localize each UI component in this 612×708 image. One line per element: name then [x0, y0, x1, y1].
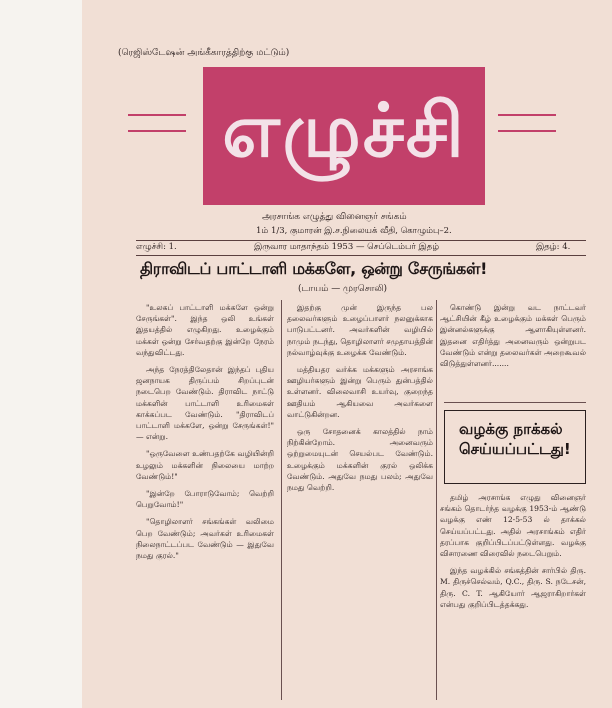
- issue-info-bar: [136, 240, 586, 256]
- article-headline: திராவிடப் பாட்டாளி மக்களே, ஒன்று சேருங்கள்!: [140, 259, 488, 278]
- masthead-rule-right-top: [498, 114, 556, 116]
- scan-margin: [0, 0, 82, 708]
- masthead-box: [203, 67, 485, 205]
- paragraph: "ஒருவேளை உண்பதற்கே வழியின்றி உழலும் மக்களின் நிலையை மாற்ற வேண்டும்!": [136, 449, 274, 481]
- volume-label: எழுச்சி: 1.: [136, 242, 177, 252]
- registration-note: (ரெஜிஸ்டேஷன் அங்கீகாரத்திற்கு மட்டும்): [118, 48, 290, 58]
- paragraph: தமிழ் அரசாங்க எழுது வினைஞர் சங்கம் தொடர்ந்த வழக்கு 1953-ம் ஆண்டு வழக்கு எண் 12-5-53 ல் தாக்கல் செய்யப்பட்டது. அதில் அரசாங்கம் எதிர் தரப்பாக குறிப்பிடப்பட்டுள்ளது. வழக்கு விசாரணை விரைவில் நடைபெறும்.: [440, 493, 586, 559]
- date-label: இருவார மாதாந்தம் 1953 — செப்டெம்பர் இதழ்: [254, 242, 440, 252]
- column-divider-2: [436, 300, 437, 700]
- paragraph: "தொழிலாளர் சங்கங்கள் வலிமை பெற வேண்டும்; அவர்கள் உரிமைகள் நிலைநாட்டப்பட வேண்டும் — இதுவே நமது குரல்.": [136, 517, 274, 561]
- organization-address: 1ம் 1/3, குமாரன் இ.ச.நிலையக் வீதி, கொழும்பு–2.: [256, 226, 452, 236]
- masthead-rule-left-top: [128, 114, 186, 116]
- masthead-title: எழுச்சி: [222, 88, 466, 174]
- masthead-rule-right-bottom: [498, 130, 556, 132]
- article-column-3-top: [440, 302, 586, 375]
- issue-label: இதழ்: 4.: [536, 242, 571, 252]
- organization-name: அரசாங்க எழுத்து வினைஞர் சங்கம்: [262, 212, 407, 222]
- column-divider-1: [281, 300, 282, 700]
- article-column-2: [287, 302, 433, 499]
- paragraph: "உலகப் பாட்டாளி மக்களே ஒன்று சேருங்கள்". இந்த ஒலி உங்கள் இதயத்தில் எழுகிறது. உழைக்கும் மக்கள் ஒன்று சேர்வதற்கு இன்றே நேரம் வந்துவிட்டது.: [136, 303, 274, 357]
- column-3-separator: [444, 402, 586, 403]
- paragraph: ஒரு சோதனைக் காலத்தில் நாம் நிற்கின்றோம். அனைவரும் ஒற்றுமையுடன் செயல்பட வேண்டும். உழைக்கும் மக்களின் குரல் ஒலிக்க வேண்டும். அதுவே நமது பலம்; அதுவே நமது வெற்றி.: [287, 427, 433, 493]
- paragraph: "இன்றே போராடுவோம்; வெற்றி பெறுவோம்!": [136, 489, 274, 510]
- article-column-3-bottom: [440, 492, 586, 616]
- article-column-1: [136, 302, 274, 567]
- paragraph: இந்த வழக்கில் சங்கத்தின் சார்பில் திரு. M. திருச்செல்வம், Q.C., திரு. S. நடேசன், திரு. C. T. ஆகியோர் ஆஜராகிறார்கள் என்பது குறிப்பிடத்தக்கது.: [440, 566, 586, 609]
- paragraph: கொண்டு இன்று வட நாட்டவர் ஆட்சியின் கீழ் உழைக்கும் மக்கள் பெரும் இன்னல்களுக்கு ஆளாகியுள்ளனர். இதனை எதிர்த்து அனைவரும் ஒன்றுபட வேண்டும் என்று தலைவர்கள் அறைகூவல் விடுத்துள்ளனர்.......: [440, 303, 586, 369]
- article-byline: (டாயம் — முரசொலி): [298, 284, 388, 294]
- masthead-rule-left-bottom: [128, 130, 186, 132]
- paragraph: அந்த நேரத்திலேதான் இந்தப் புதிய ஜனநாயக திருப்பம் சிறப்புடன் நடைபெற வேண்டும். திராவிட நாட்டு மக்களின் பாட்டாளி உரிமைகள் காக்கப்பட வேண்டும். "திராவிடப் பாட்டாளி மக்களே, ஒன்று சேருங்கள்!" — என்று.: [136, 365, 274, 442]
- paragraph: மத்தியதர வர்க்க மக்களும் அரசாங்க ஊழியர்களும் இன்று பெரும் துன்பத்தில் உள்ளனர். விலைவாசி உயர்வு, குறைந்த ஊதியம் ஆகியவை அவர்களை வாட்டுகின்றன.: [287, 365, 433, 419]
- paragraph: இதற்கு முன் இருந்த பல தலைவர்களும் உழைப்பாளர் நலனுக்காக பாடுபட்டனர். அவர்களின் வழியில் நாமும் நடந்து, தொழிலாளர் சமுதாயத்தின் நல்வாழ்வுக்கு உழைக்க வேண்டும்.: [287, 303, 433, 357]
- boxed-notice: வழக்கு நாக்கல் செய்யப்பட்டது!: [444, 410, 586, 484]
